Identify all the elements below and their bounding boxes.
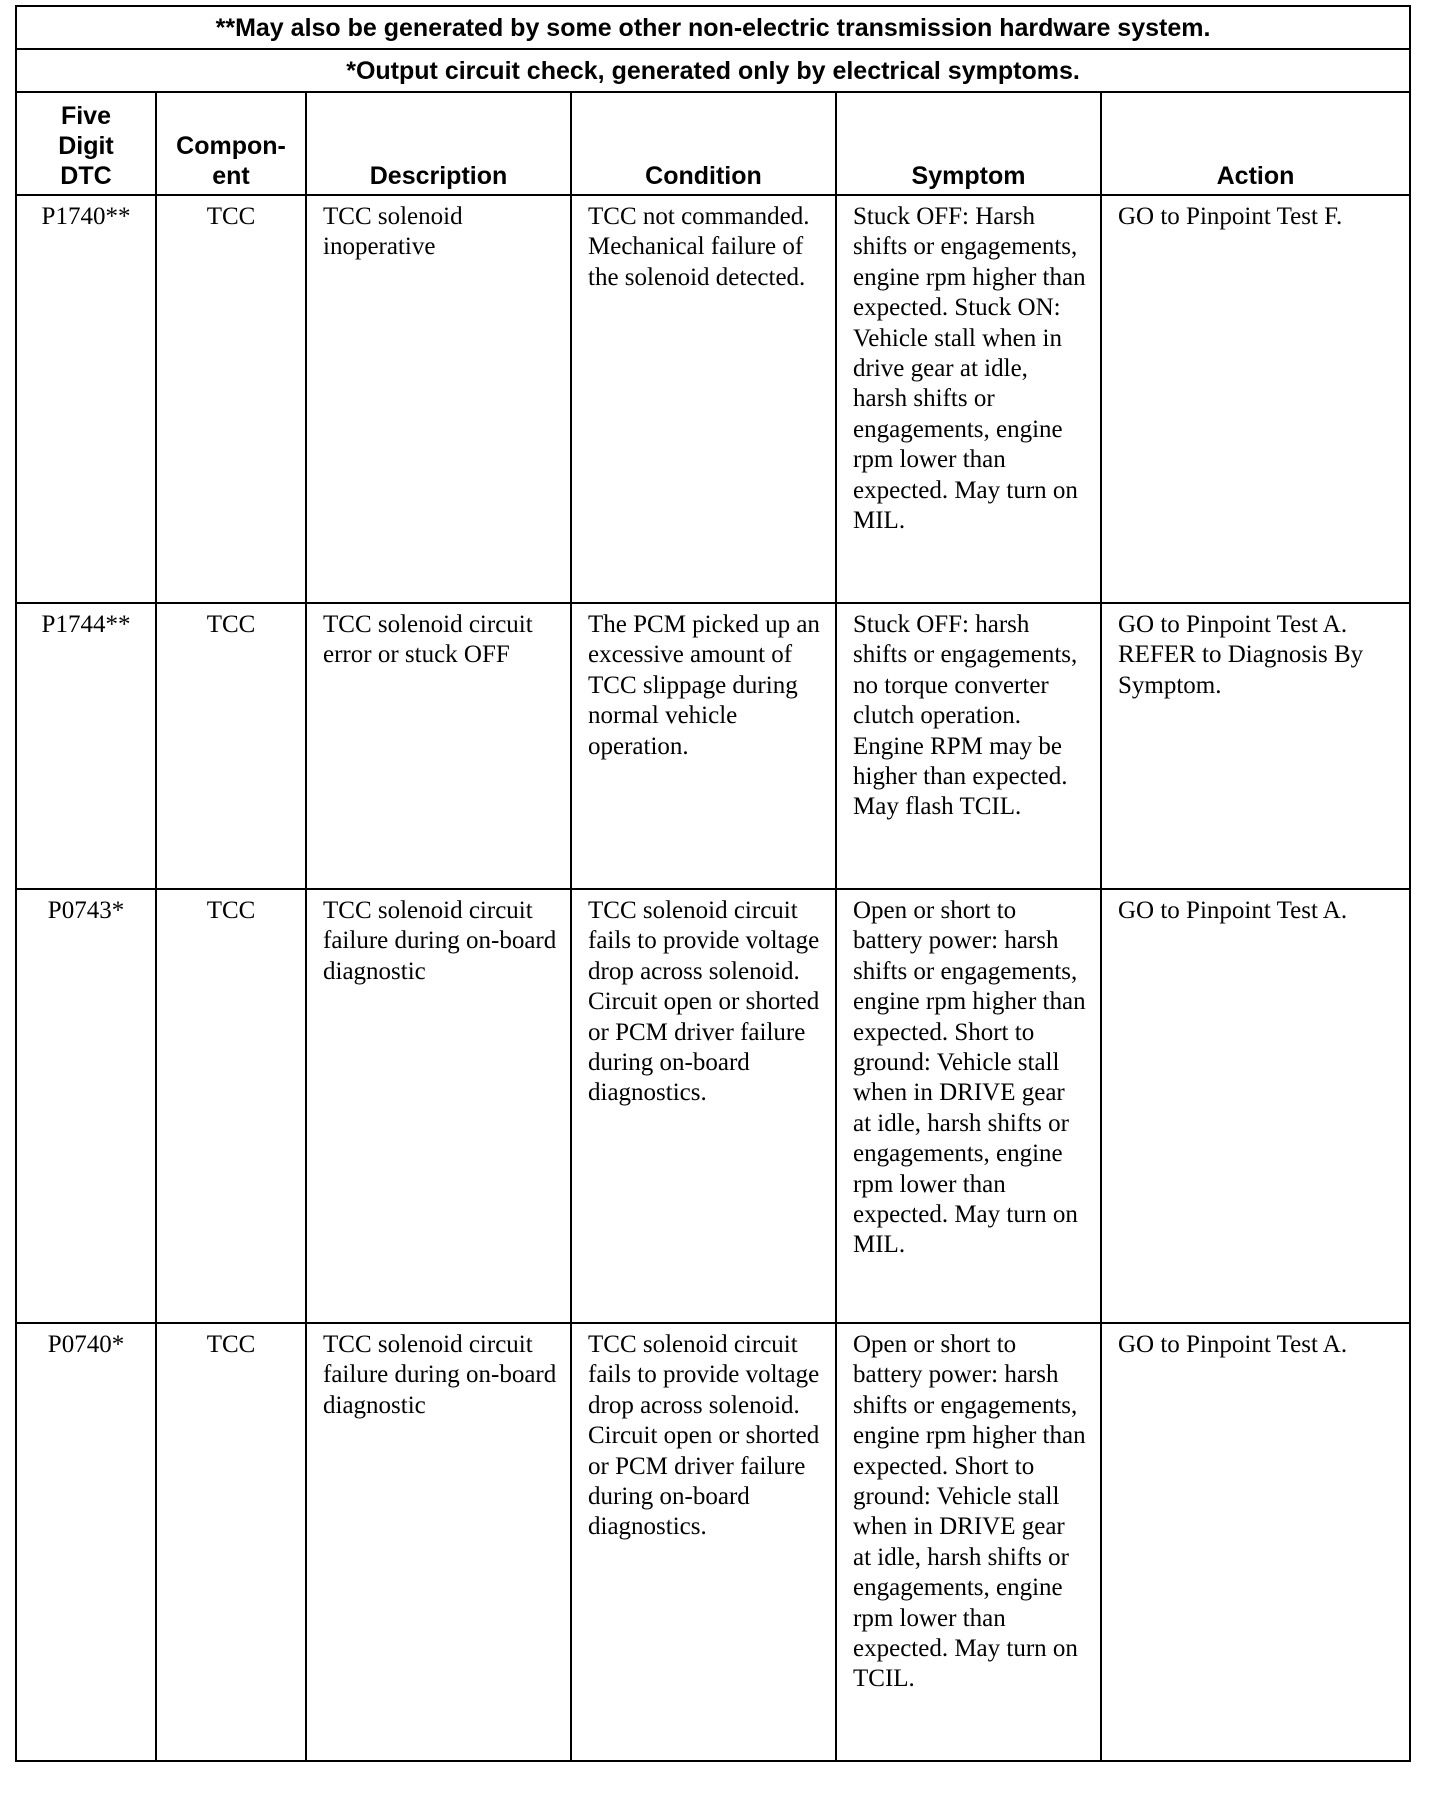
header-dtc: Five Digit DTC (16, 92, 156, 195)
cell-condition: The PCM picked up an excessive amount of TCC slippage during normal vehicle operation. (571, 603, 836, 889)
cell-symptom: Stuck OFF: Harsh shifts or engagements, engine rpm higher than expected. Stuck ON: Vehicle stall when in drive gear at idle, harsh shifts or engagements, engine rpm lower than expected. May turn on MIL. (836, 195, 1101, 603)
cell-action: GO to Pinpoint Test A. (1101, 1323, 1410, 1761)
cell-description: TCC solenoid inoperative (306, 195, 571, 603)
table-row (16, 195, 1410, 603)
cell-action: GO to Pinpoint Test A. REFER to Diagnosis By Symptom. (1101, 603, 1410, 889)
table-row (16, 603, 1410, 889)
dtc-table (15, 5, 1411, 1762)
cell-description: TCC solenoid circuit failure during on-board diagnostic (306, 1323, 571, 1761)
cell-component: TCC (156, 1323, 306, 1761)
header-condition: Condition (571, 92, 836, 195)
cell-dtc: P1744** (16, 603, 156, 889)
cell-dtc: P1740** (16, 195, 156, 603)
table-row (16, 889, 1410, 1323)
cell-component: TCC (156, 195, 306, 603)
cell-action: GO to Pinpoint Test F. (1101, 195, 1410, 603)
cell-description: TCC solenoid circuit error or stuck OFF (306, 603, 571, 889)
cell-component: TCC (156, 889, 306, 1323)
header-symptom: Symptom (836, 92, 1101, 195)
cell-action: GO to Pinpoint Test A. (1101, 889, 1410, 1323)
note-row-double-star (16, 6, 1410, 49)
cell-dtc: P0740* (16, 1323, 156, 1761)
header-component: Compon- ent (156, 92, 306, 195)
cell-symptom: Open or short to battery power: harsh shifts or engagements, engine rpm higher than expected. Short to ground: Vehicle stall when in DRIVE gear at idle, harsh shifts or engagements, engine rpm lower than expected. May turn on TCIL. (836, 1323, 1101, 1761)
note-single-star: *Output circuit check, generated only by electrical symptoms. (16, 49, 1410, 92)
cell-dtc: P0743* (16, 889, 156, 1323)
header-row (16, 92, 1410, 195)
header-action: Action (1101, 92, 1410, 195)
cell-condition: TCC solenoid circuit fails to provide voltage drop across solenoid. Circuit open or shorted or PCM driver failure during on-board diagnostics. (571, 889, 836, 1323)
cell-symptom: Stuck OFF: harsh shifts or engagements, no torque converter clutch operation. Engine RPM may be higher than expected. May flash TCIL. (836, 603, 1101, 889)
cell-condition: TCC not commanded. Mechanical failure of the solenoid detected. (571, 195, 836, 603)
note-row-single-star (16, 49, 1410, 92)
cell-condition: TCC solenoid circuit fails to provide voltage drop across solenoid. Circuit open or shorted or PCM driver failure during on-board diagnostics. (571, 1323, 836, 1761)
cell-component: TCC (156, 603, 306, 889)
cell-symptom: Open or short to battery power: harsh shifts or engagements, engine rpm higher than expected. Short to ground: Vehicle stall when in DRIVE gear at idle, harsh shifts or engagements, engine rpm lower than expected. May turn on MIL. (836, 889, 1101, 1323)
note-double-star: **May also be generated by some other non-electric transmission hardware system. (16, 6, 1410, 49)
header-description: Description (306, 92, 571, 195)
table-row (16, 1323, 1410, 1761)
cell-description: TCC solenoid circuit failure during on-board diagnostic (306, 889, 571, 1323)
